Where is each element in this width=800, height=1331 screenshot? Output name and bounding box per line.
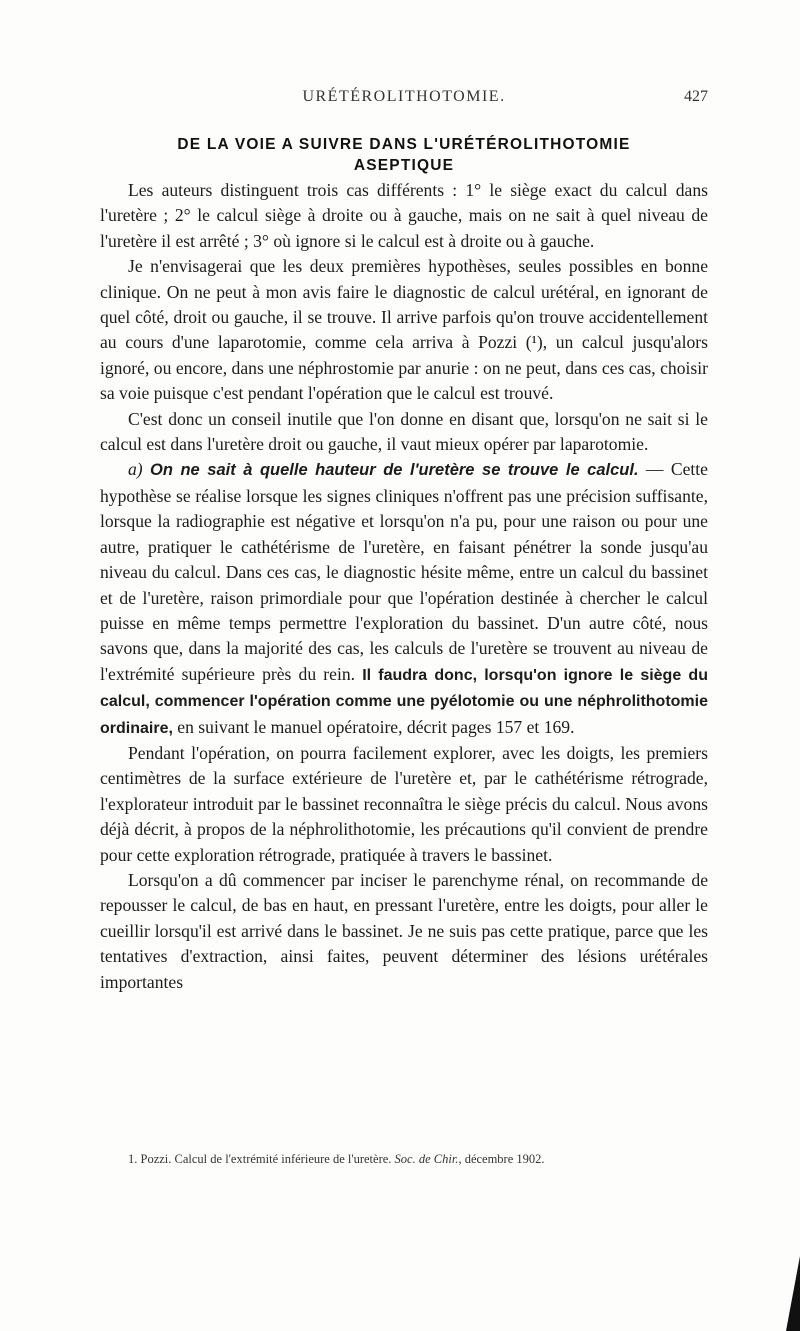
paragraph-3: C'est donc un conseil inutile que l'on donne en disant que, lorsqu'on ne sait si le calcul est dans l'uretère droit ou gauche, il vaut mieux opérer par laparotomie. — [100, 408, 708, 455]
page-edge-mark — [786, 1256, 800, 1331]
running-title: URÉTÉROLITHOTOMIE. — [302, 88, 506, 105]
paragraph-2: Je n'envisagerai que les deux premières hypothèses, seules possibles en bonne clinique. On ne peut à mon avis faire le diagnostic de calcul urétéral, en ignorant de quel côté, droit ou gauche, il se trouve. Il arrive parfois qu'on trouve accidentellement au cours d'une laparotomie, comme cela arriva à Pozzi (¹), un calcul jusqu'alors ignoré, ou encore, dans une néphrostomie par anurie : on ne peut, dans ces cas, choisir sa voie puisque c'est pendant l'opération que le calcul est trouvé. — [100, 256, 708, 404]
paragraph-6: Lorsqu'on a dû commencer par inciser le parenchyme rénal, on recommande de repousser le calcul, de bas en haut, en pressant l'uretère, entre les doigts, pour aller le cueillir lorsqu'il est arrivé dans le bassinet. Je ne suis pas cette pratique, parce que les tentatives d'extraction, ainsi faites, peuvent déterminer des lésions urétérales importantes — [100, 869, 708, 992]
footnote-text: Pozzi. Calcul de l'extrémité inférieure de l'uretère. — [137, 1152, 395, 1166]
subsection-heading: On ne sait à quelle hauteur de l'uretère se trouve le calcul. — [150, 461, 639, 480]
page-number: 427 — [684, 88, 708, 105]
emphasized-recommendation: Il faudra donc, lorsqu'on ignore le siège du calcul, commencer l'opération comme une pyélotomie ou une néphrolithotomie ordinaire, — [100, 666, 708, 737]
section-title — [100, 134, 708, 176]
paragraph-1: Les auteurs distinguent trois cas différents : 1° le siège exact du calcul dans l'uretère ; 2° le calcul siège à droite ou à gauche, mais on ne sait à quel niveau de l'uretère il est arrêté ; 3° où ignore si le calcul est à droite ou à gauche. — [100, 180, 708, 251]
subsection-label: a) — [128, 459, 143, 480]
paragraph-4 — [100, 457, 708, 740]
paragraph-4-text: — Cette hypothèse se réalise lorsque les signes cliniques n'offrent pas une précision suffisante, lorsque la radiographie est négative et lorsqu'on n'a pu, pour une raison ou pour une autre, pratiquer le cathétérisme de l'uretère, en faisant pénétrer la sonde jusqu'au niveau du calcul. Dans ces cas, le diagnostic hésite même, entre un calcul du bassinet et de l'uretère, raison primordiale pour que l'opération destinée à chercher le calcul puisse en même temps permettre l'exploration du bassinet. D'un autre côté, nous savons que, dans la majorité des cas, les calculs de l'uretère se trouvent au niveau de l'extrémité supérieure près du rein. — [100, 459, 708, 684]
footnote — [100, 1151, 708, 1167]
section-title-line-1: DE LA VOIE A SUIVRE DANS L'URÉTÉROLITHOTOMIE — [177, 136, 631, 153]
paragraph-5: Pendant l'opération, on pourra facilement explorer, avec les doigts, les premiers centimètres de la surface extérieure de l'uretère et, par le cathétérisme rétrograde, l'explorateur introduit par le bassinet reconnaîtra le siège précis du calcul. Nous avons déjà décrit, à propos de la néphrolithotomie, les précautions qu'il convient de prendre pour cette exploration rétrograde, pratiquée à travers le bassinet. — [100, 742, 708, 865]
section-title-line-2: ASEPTIQUE — [353, 157, 455, 174]
footnote-number: 1. — [128, 1152, 138, 1166]
footnote-journal: Soc. de Chir. — [394, 1152, 459, 1166]
footnote-date: , décembre 1902. — [458, 1152, 545, 1166]
paragraph-4-text-end: en suivant le manuel opératoire, décrit pages 157 et 169. — [172, 716, 575, 737]
body-text — [100, 178, 708, 995]
running-header — [100, 88, 708, 110]
